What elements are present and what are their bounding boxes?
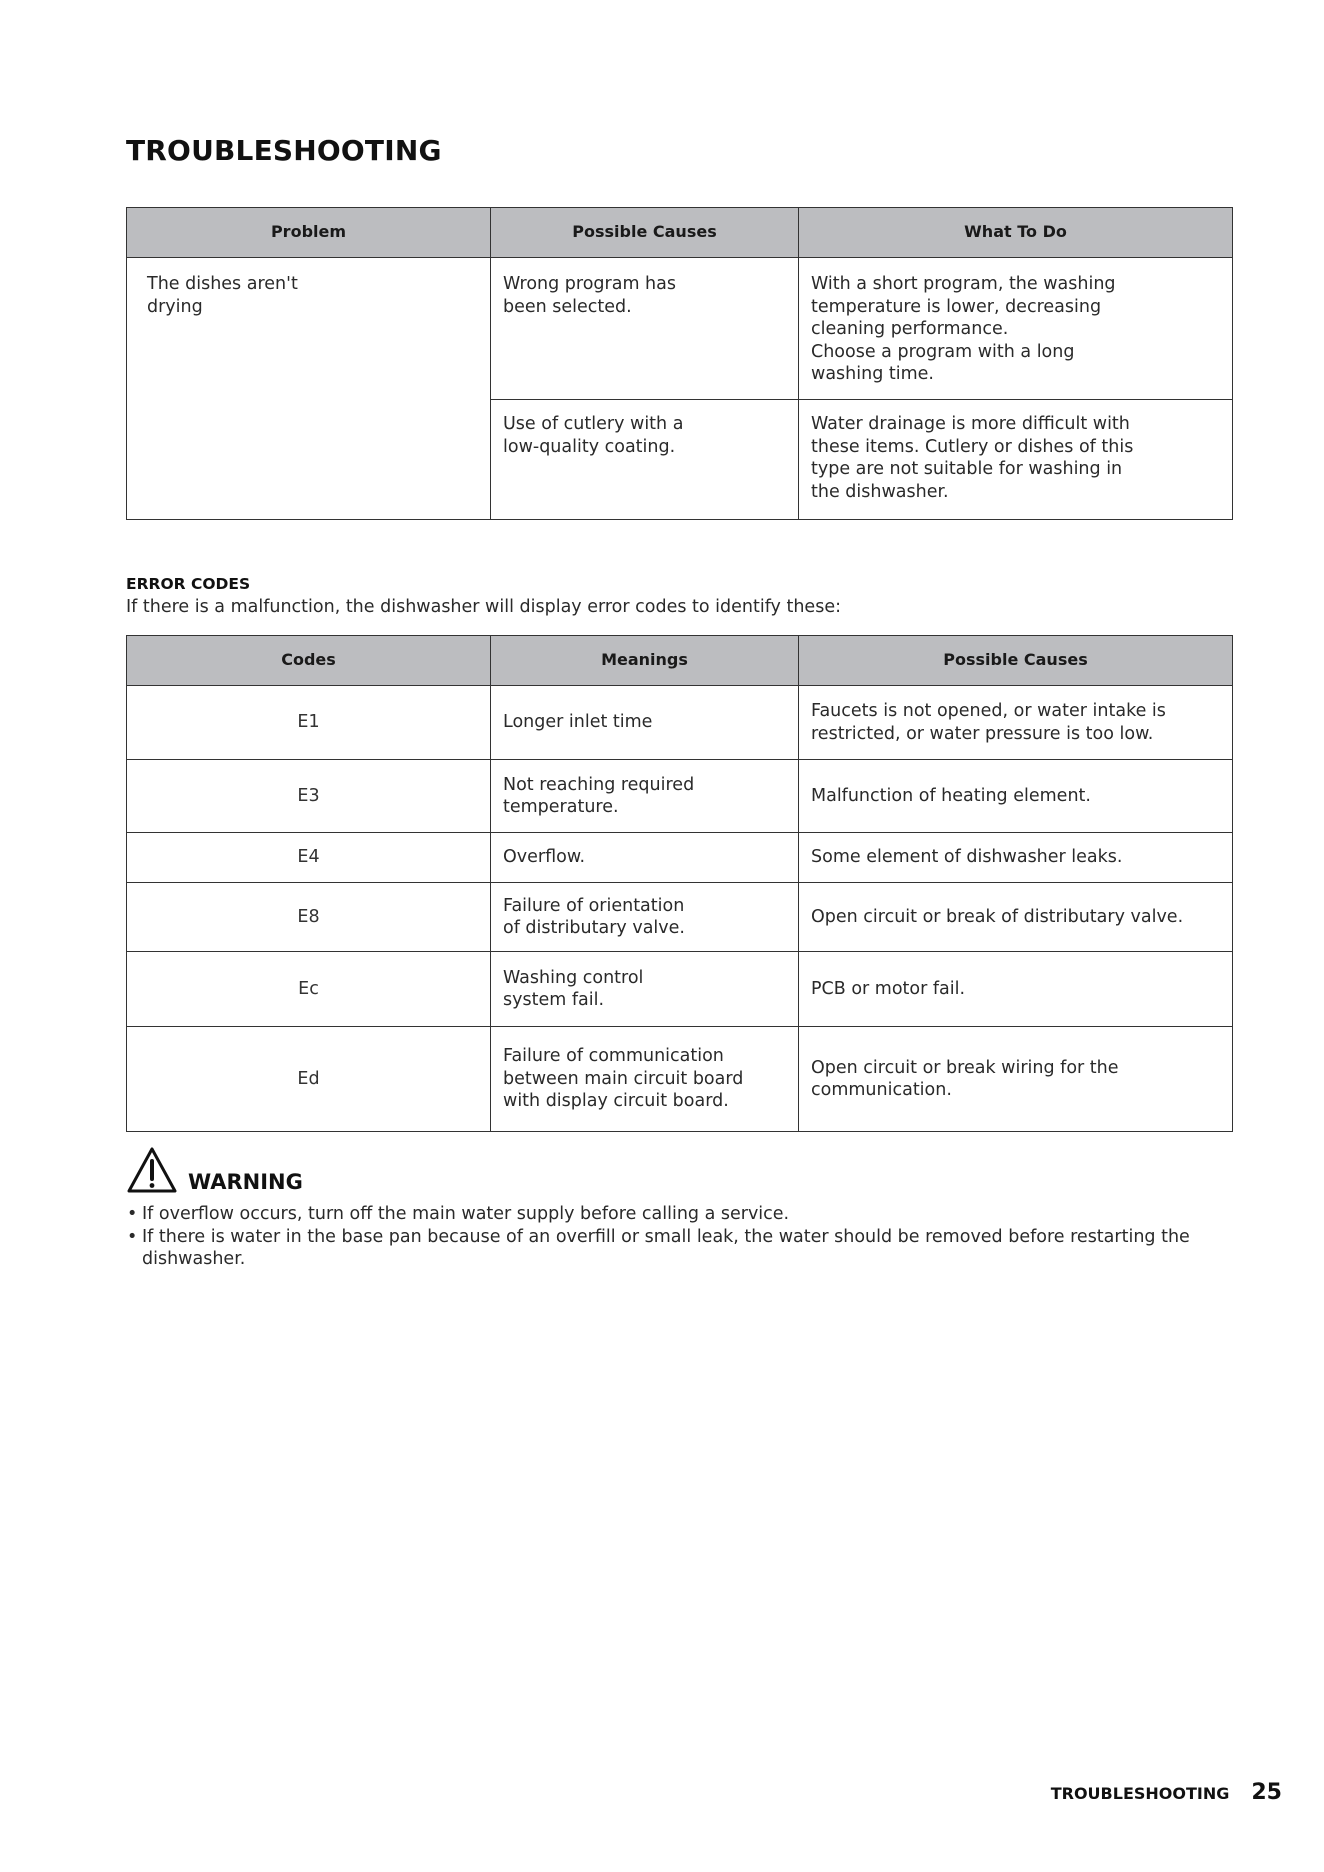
meaning-text: Failure of orientation of distributary valve. bbox=[503, 895, 685, 938]
table-row bbox=[127, 883, 1233, 952]
cause-text: Open circuit or break of distributary valve. bbox=[811, 906, 1184, 927]
error-code: Ec bbox=[127, 952, 491, 1027]
page-footer bbox=[1051, 1780, 1282, 1805]
table-header-row bbox=[127, 636, 1233, 686]
meaning-text: Failure of communication between main circuit board with display circuit board. bbox=[503, 1046, 744, 1112]
column-header-meanings: Meanings bbox=[491, 636, 799, 686]
cause-cell bbox=[799, 952, 1233, 1027]
cause-text: Some element of dishwasher leaks. bbox=[811, 847, 1123, 868]
cause-cell bbox=[799, 883, 1233, 952]
cause-text: PCB or motor fail. bbox=[811, 978, 966, 999]
warning-list bbox=[126, 1203, 1236, 1271]
warning-item: • If there is water in the base pan because of an overfill or small leak, the water should be removed before restarting the dishwasher. bbox=[126, 1226, 1236, 1271]
column-header-codes: Codes bbox=[127, 636, 491, 686]
meaning-text: Overflow. bbox=[503, 847, 586, 868]
warning-header bbox=[126, 1146, 303, 1194]
meaning-text: Washing control system fail. bbox=[503, 967, 644, 1010]
action-text: With a short program, the washing temperature is lower, decreasing cleaning performance. Choose a program with a long washing time. bbox=[811, 274, 1116, 384]
footer-section-label: TROUBLESHOOTING bbox=[1050, 1784, 1230, 1803]
cause-cell bbox=[491, 258, 799, 400]
error-codes-intro: If there is a malfunction, the dishwasher will display error codes to identify these: bbox=[126, 597, 841, 617]
cause-text: Open circuit or break wiring for the communication. bbox=[811, 1057, 1119, 1100]
error-codes-heading: ERROR CODES bbox=[126, 575, 251, 593]
meaning-cell bbox=[491, 883, 799, 952]
error-code: Ed bbox=[127, 1027, 491, 1132]
error-code: E1 bbox=[127, 686, 491, 760]
action-cell bbox=[799, 400, 1233, 520]
meaning-cell bbox=[491, 1027, 799, 1132]
error-code: E4 bbox=[127, 833, 491, 883]
error-code: E3 bbox=[127, 760, 491, 833]
meaning-cell bbox=[491, 686, 799, 760]
troubleshooting-table bbox=[126, 207, 1233, 520]
problem-text: The dishes aren't drying bbox=[147, 274, 298, 317]
cause-text: Wrong program has been selected. bbox=[503, 274, 676, 317]
column-header-possible-causes: Possible Causes bbox=[799, 636, 1233, 686]
cause-text: Faucets is not opened, or water intake is restricted, or water pressure is too low. bbox=[811, 701, 1166, 744]
cause-cell bbox=[799, 833, 1233, 883]
cause-cell bbox=[491, 400, 799, 520]
cause-text: Malfunction of heating element. bbox=[811, 785, 1091, 806]
cause-text: Use of cutlery with a low-quality coating. bbox=[503, 414, 684, 457]
table-row bbox=[127, 833, 1233, 883]
table-row bbox=[127, 686, 1233, 760]
error-codes-table bbox=[126, 635, 1233, 1132]
cause-cell bbox=[799, 1027, 1233, 1132]
table-header-row bbox=[127, 208, 1233, 258]
meaning-cell bbox=[491, 760, 799, 833]
meaning-text: Longer inlet time bbox=[503, 712, 653, 733]
error-code: E8 bbox=[127, 883, 491, 952]
meaning-cell bbox=[491, 833, 799, 883]
table-row bbox=[127, 1027, 1233, 1132]
column-header-possible-causes: Possible Causes bbox=[491, 208, 799, 258]
warning-triangle-icon bbox=[126, 1146, 178, 1194]
cause-cell bbox=[799, 686, 1233, 760]
meaning-cell bbox=[491, 952, 799, 1027]
problem-cell bbox=[127, 258, 491, 520]
warning-title: WARNING bbox=[188, 1170, 303, 1194]
table-row bbox=[127, 258, 1233, 400]
table-row bbox=[127, 952, 1233, 1027]
warning-item: • If overflow occurs, turn off the main water supply before calling a service. bbox=[126, 1203, 1236, 1226]
table-row bbox=[127, 760, 1233, 833]
page-title: TROUBLESHOOTING bbox=[126, 134, 442, 167]
cause-cell bbox=[799, 760, 1233, 833]
action-cell bbox=[799, 258, 1233, 400]
action-text: Water drainage is more difficult with these items. Cutlery or dishes of this type are not suitable for washing in the dishwasher. bbox=[811, 414, 1134, 502]
page-number: 25 bbox=[1251, 1780, 1282, 1805]
column-header-problem: Problem bbox=[127, 208, 491, 258]
column-header-what-to-do: What To Do bbox=[799, 208, 1233, 258]
meaning-text: Not reaching required temperature. bbox=[503, 774, 695, 817]
